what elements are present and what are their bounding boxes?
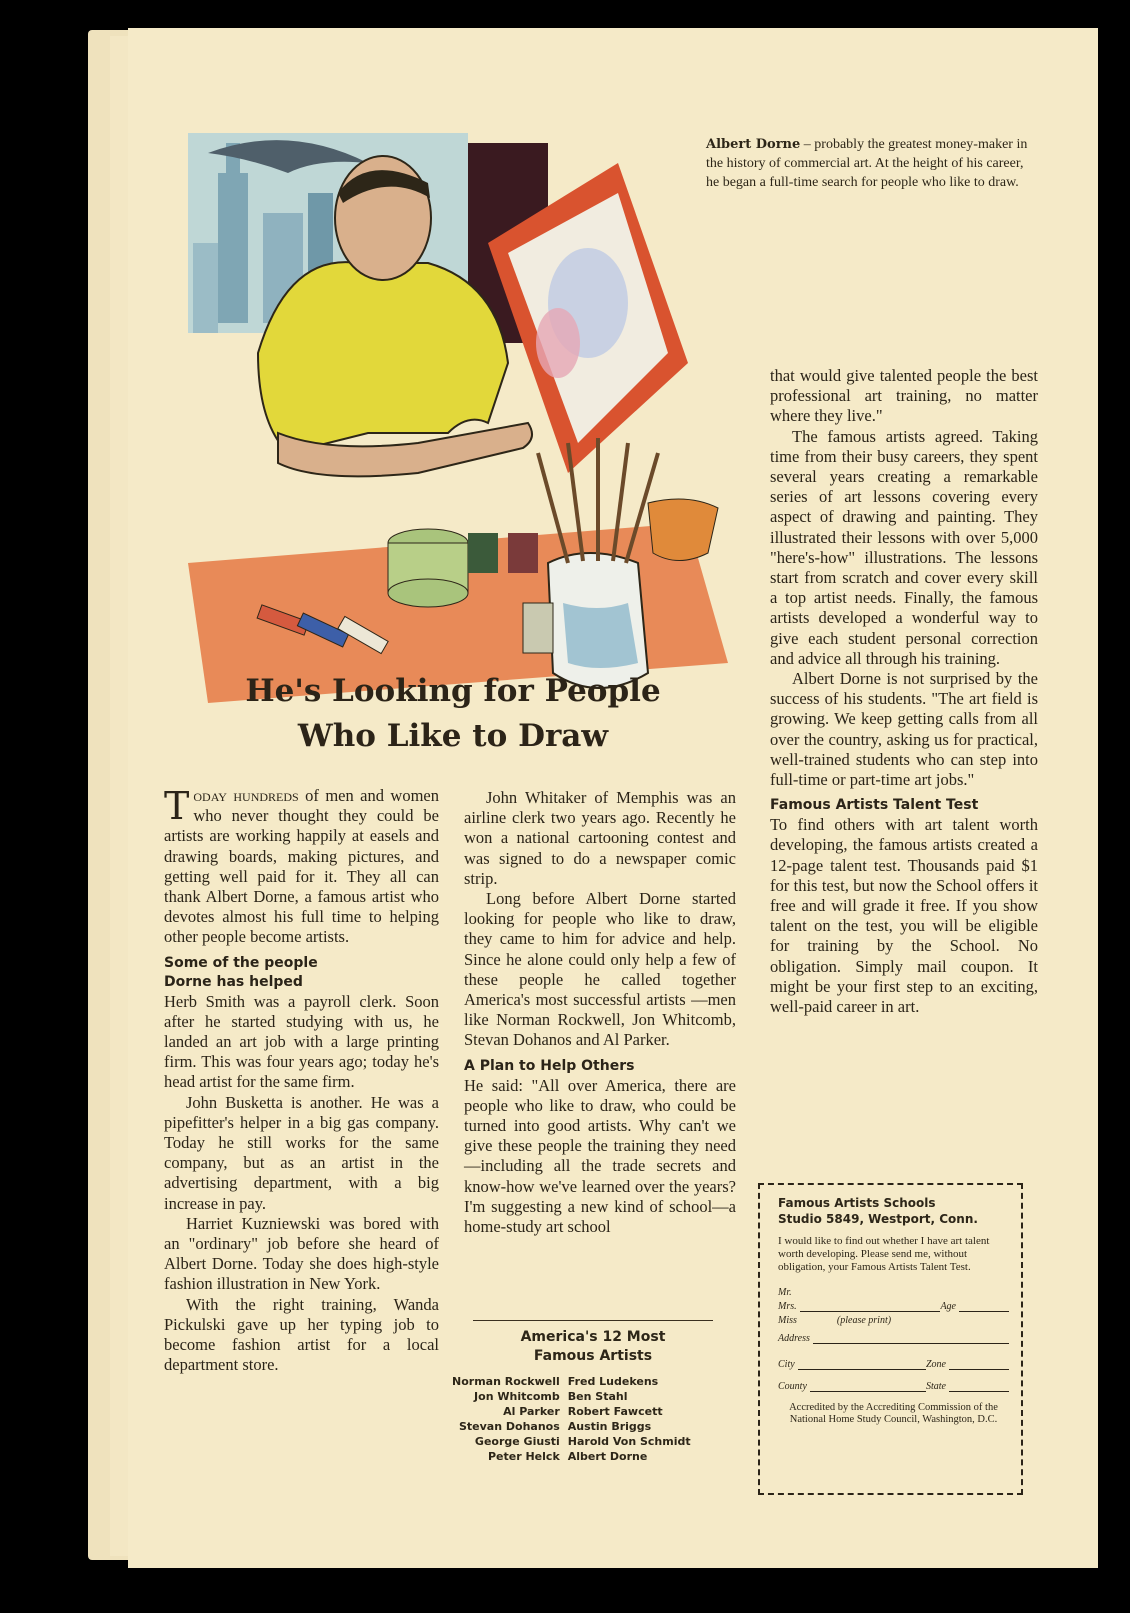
artist-name: Ben Stahl [567, 1390, 628, 1403]
artist-illustration [168, 103, 728, 703]
comic-ad-page [128, 28, 1098, 1568]
artist-name: Jon Whitcomb [474, 1390, 560, 1403]
illustration-caption [706, 135, 1036, 192]
paragraph-famous-agreed: The famous artists agreed. Taking time from their busy careers, they spent several years creating a remarkable series of art lessons covering every aspect of drawing and painting. They illustrated their lessons with over 5,000 "here's-how" illustrations. The lessons start from scratch and cover every skill a top artist needs. Finally, the famous artists developed a wonderful way to give each student personal correction and advice all through his training. [770, 426, 1038, 668]
headline-line-1: He's Looking for People [245, 673, 661, 709]
label-state: State [926, 1381, 946, 1392]
label-miss: Miss [778, 1315, 797, 1326]
caption-name: Albert Dorne [706, 137, 801, 152]
subhead-plan: A Plan to Help Others [464, 1057, 635, 1074]
label-city: City [778, 1359, 795, 1370]
intro-paragraph [164, 786, 439, 948]
subhead-people-helped-1: Some of the people [164, 954, 318, 971]
paragraph-herb-smith: Herb Smith was a payroll clerk. Soon after he started studying with us, he landed an art job with a large printing firm. This was four years ago; today he's head artist for the same firm. [164, 991, 439, 1092]
artist-name: Norman Rockwell [452, 1375, 560, 1388]
coupon-school-name: Famous Artists Schools [778, 1196, 936, 1210]
label-zone: Zone [926, 1359, 946, 1370]
famous-title-2: Famous Artists [533, 1348, 653, 1364]
column-2 [464, 788, 736, 1237]
famous-title-1: America's 12 Most [520, 1329, 666, 1345]
name-field[interactable] [800, 1301, 941, 1312]
divider-rule [473, 1320, 713, 1321]
state-field[interactable] [949, 1381, 1009, 1392]
label-age: Age [940, 1301, 956, 1312]
label-mr: Mr. [778, 1287, 792, 1298]
artist-name: Harold Von Schmidt [567, 1435, 691, 1448]
label-county: County [778, 1381, 807, 1392]
artist-name: Fred Ludekens [567, 1375, 659, 1388]
headline-line-2: Who Like to Draw [297, 718, 609, 754]
paragraph-talent-test: To find others with art talent worth developing, the famous artists created a 12-page talent test. Thousands paid $1 for this test, but now the School offers it free and will grade it free. If you show talent on the test, you will be eligible for training by the School. No obligation. Simply mail coupon. It might be your first step to an exciting, well-paid career in art. [770, 815, 1038, 1017]
paragraph-continued: that would give talented people the best professional art training, no matter where they live." [770, 366, 1038, 426]
paragraph-harriet: Harriet Kuzniewski was bored with an "ordinary" job before she heard of Albert Dorne. Today she does high-style fashion illustration in New York. [164, 1213, 439, 1294]
artist-name: Peter Helck [487, 1450, 560, 1463]
county-field[interactable] [810, 1381, 926, 1392]
artist-name: George Giusti [474, 1435, 560, 1448]
caption-text: – probably the greatest money-maker in the history of commercial art. At the height of his career, he began a full-time search for people who like to draw. [706, 137, 1028, 190]
subhead-people-helped-2: Dorne has helped [164, 973, 303, 990]
age-field[interactable] [959, 1301, 1009, 1312]
artist-name: Albert Dorne [567, 1450, 648, 1463]
artists-table [448, 1374, 695, 1464]
subhead-talent-test: Famous Artists Talent Test [770, 797, 979, 814]
artist-name: Al Parker [503, 1405, 560, 1418]
label-mrs: Mrs. [778, 1301, 797, 1312]
paragraph-he-said: He said: "All over America, there are people who like to draw, who could be turned into good artists. Why can't we give these people the training they need—including all the trade secrets and know-how we've learned over the years? I'm suggesting a new kind of school—a home-study art school [464, 1075, 736, 1237]
artist-name: Robert Fawcett [567, 1405, 663, 1418]
artist-name: Austin Briggs [567, 1420, 652, 1433]
artist-name: Stevan Dohanos [458, 1420, 560, 1433]
city-field[interactable] [798, 1359, 926, 1370]
drop-cap: T [164, 784, 190, 828]
coupon-address-line: Studio 5849, Westport, Conn. [778, 1212, 978, 1226]
label-please-print: (please print) [836, 1315, 892, 1326]
label-address: Address [778, 1333, 810, 1344]
paragraph-not-surprised: Albert Dorne is not surprised by the success of his students. "The art field is growing. We keep getting calls from all over the country, asking us for practical, well-trained students who can step into full-time or part-time art jobs." [770, 669, 1038, 790]
zone-field[interactable] [949, 1359, 1009, 1370]
paragraph-whitaker: John Whitaker of Memphis was an airline clerk two years ago. Recently he won a national cartooning contest and was signed to do a newspaper comic strip. [464, 788, 736, 888]
intro-text: of men and women who never thought they could be artists are working happily at easels and drawing boards, making pictures, and getting well paid for it. They all can thank Albert Dorne, a famous artist who devotes almost his full time to helping other people become artists. [164, 786, 439, 947]
paragraph-john-busketta: John Busketta is another. He was a pipefitter's helper in a big gas company. Today he still works for the same company, but as an artist in the advertising department, with a big increase in pay. [164, 1092, 439, 1213]
paragraph-wanda: With the right training, Wanda Pickulski gave up her typing job to become fashion artist for a local department store. [164, 1294, 439, 1375]
address-field[interactable] [813, 1333, 1009, 1344]
coupon-fields [778, 1284, 1009, 1392]
coupon-body: I would like to find out whether I have art talent worth developing. Please send me, without obligation, your Famous Artists Talent Test. [778, 1235, 990, 1273]
column-1 [164, 786, 439, 1375]
intro-smallcaps: oday hundreds [193, 786, 299, 805]
mail-coupon[interactable] [758, 1183, 1023, 1495]
column-3 [770, 366, 1038, 1017]
famous-artists-list [448, 1328, 738, 1464]
paragraph-long-before: Long before Albert Dorne started looking for people who like to draw, they came to him for advice and help. Since he alone could only help a few of these people he called together America's most successful artists —men like Norman Rockwell, Jon Whitcomb, Stevan Dohanos and Al Parker. [464, 889, 736, 1050]
accreditation-note: Accredited by the Accrediting Commission of the National Home Study Council, Washington, D.C. [789, 1402, 998, 1425]
